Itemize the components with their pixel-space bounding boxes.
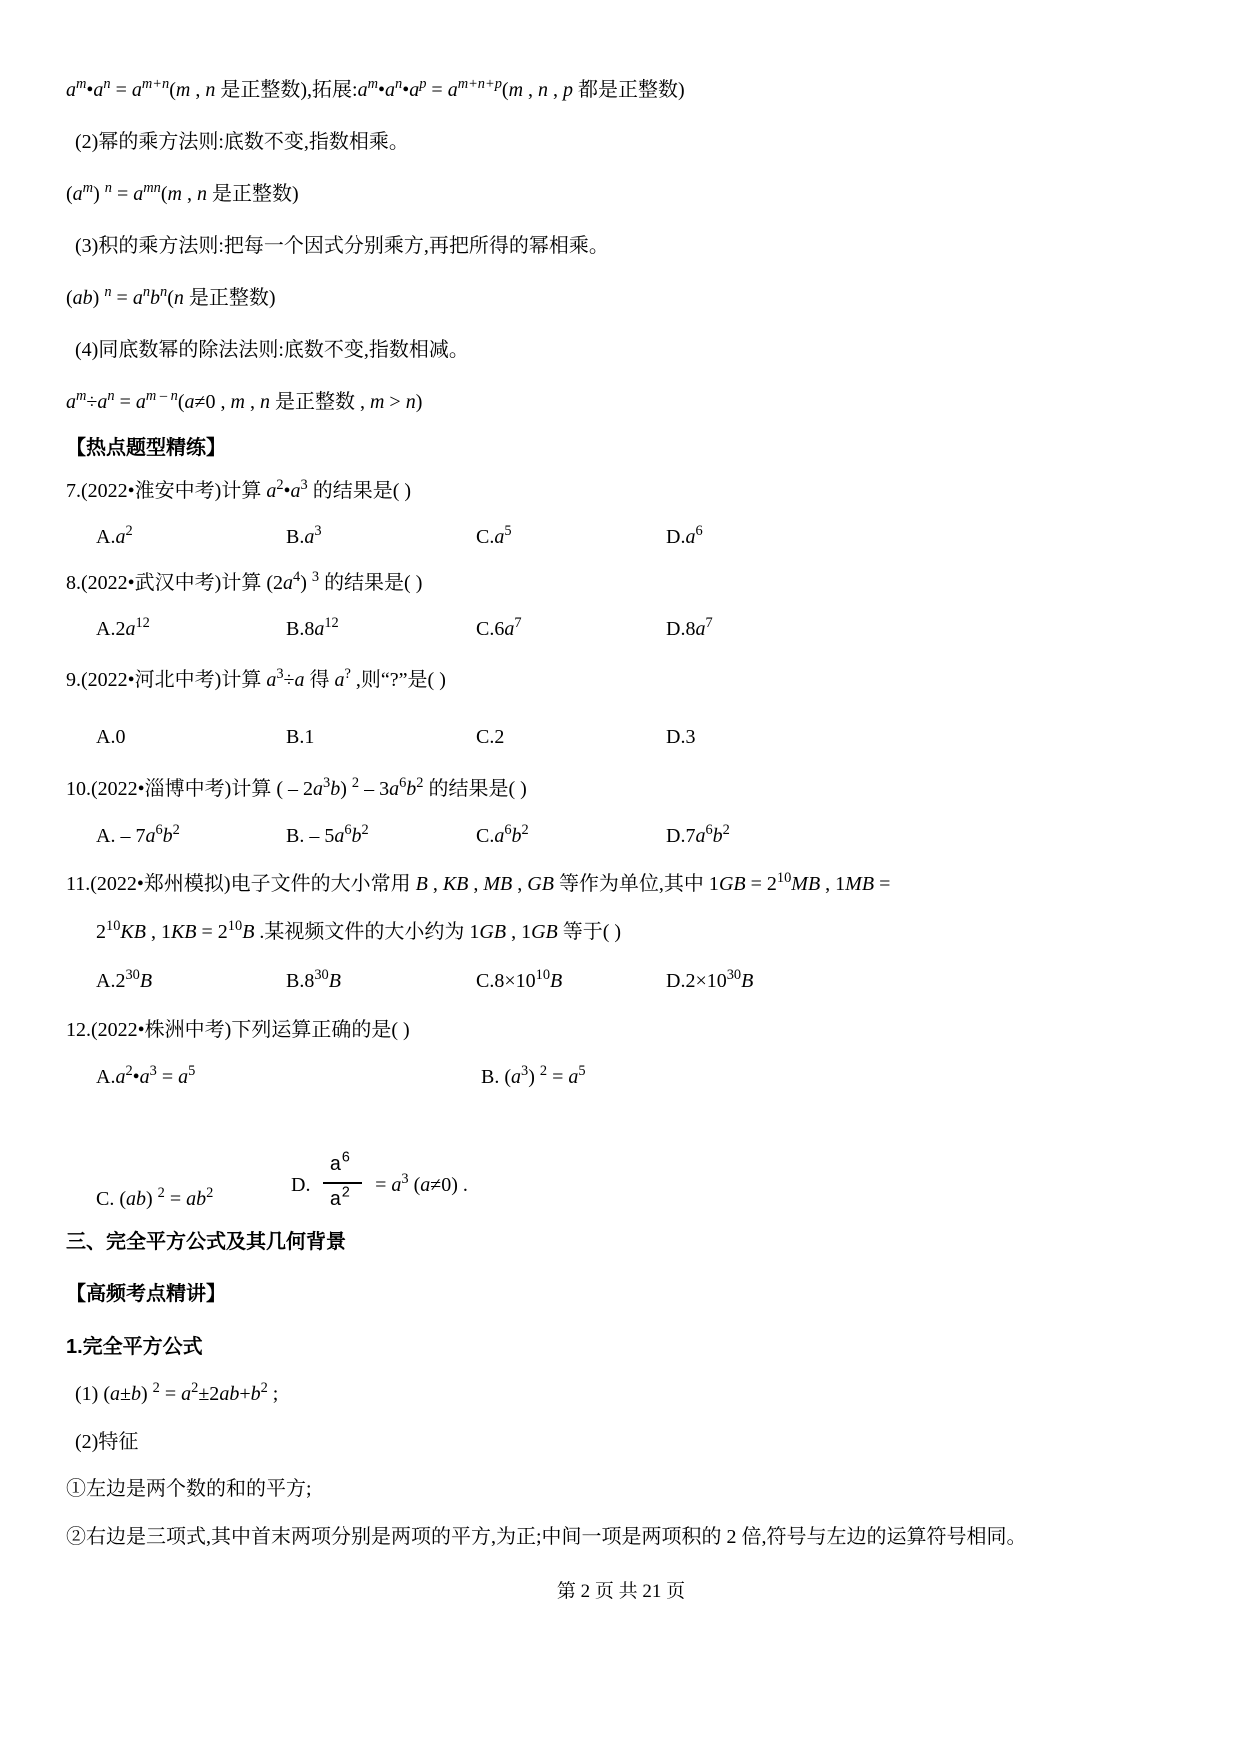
question-11-stem-line-1: 11.(2022•郑州模拟)电子文件的大小常用 B , KB , MB , GB 等作为单位,其中 $1GB = 2^{10}MB$ , 1MB = — [66, 870, 891, 895]
question-11-option-a: $A.2^{30}B$ — [96, 967, 153, 992]
fraction-denominator: $a^2$ — [329, 1185, 351, 1212]
formula-power-of-a-product: (ab) $^n = a^nb^n(n$ 是正整数) — [66, 284, 276, 309]
fraction — [323, 1152, 362, 1212]
feature-item-1: ①左边是两个数的和的平方; — [66, 1478, 312, 1500]
question-8-option-c: $C.6a^7$ — [476, 615, 522, 640]
question-8-option-a: $A.2a^{12}$ — [96, 615, 150, 640]
question-7-stem: 7.(2022•淮安中考)计算 $a^2•a^3$ 的结果是( ) — [66, 477, 412, 502]
question-7-option-b: $B.a^3$ — [286, 523, 322, 548]
question-10-options — [66, 812, 1176, 860]
question-11-stem-line-2: $2^{10}KB$ , $1KB = 2^{10}B$ .某视频文件的大小约为 1GB , 1GB 等于( ) — [96, 918, 622, 943]
rule-power-of-a-product: (3)积的乘方法则:把每一个因式分别乘方,再把所得的幂相乘。 — [75, 235, 609, 257]
question-12-option-b: B. $(a^3) ^2 = a^5$ — [481, 1063, 586, 1088]
question-7-option-c: $C.a^5$ — [476, 523, 512, 548]
fraction-numerator: $a^6$ — [323, 1152, 362, 1184]
question-11-option-c: $C.8\times 10^{10}B$ — [476, 967, 563, 992]
hot-topics-heading: 【热点题型精练】 — [66, 437, 226, 459]
section-3-heading: 三、完全平方公式及其几何背景 — [66, 1231, 346, 1253]
rule-power-of-a-power: (2)幂的乘方法则:底数不变,指数相乘。 — [75, 131, 409, 153]
question-8-option-b: $B.8a^{12}$ — [286, 615, 339, 640]
question-9-stem: 9.(2022•河北中考)计算 $a^3\div a$ 得 a? ,则“?”是( ) — [66, 666, 446, 691]
question-12-options-row-2 — [66, 1100, 1176, 1220]
question-12-option-d — [291, 1152, 468, 1212]
formula-power-of-a-power: $(a^m) ^n = a^{mn}(m$ , n 是正整数) — [66, 180, 299, 205]
question-8-options — [66, 606, 1176, 652]
high-frequency-points-heading: 【高频考点精讲】 — [66, 1283, 226, 1305]
question-10-option-b: B. – $5a^6b^2$ — [286, 822, 369, 847]
rule-quotient-of-powers: (4)同底数幂的除法法则:底数不变,指数相减。 — [75, 339, 469, 361]
question-10-option-a: A. – $7a^6b^2$ — [96, 822, 180, 847]
question-9-option-c: C.2 — [476, 726, 505, 748]
question-10-option-d: $D.7a^6b^2$ — [666, 822, 730, 847]
question-11-options — [66, 956, 1176, 1006]
question-12-option-d-tail: = $a^3$ (a≠0) . — [375, 1171, 468, 1196]
question-10-stem: 10.(2022•淄博中考)计算 ( – $2a^3b$) $^2 - 3a^6b^2$ 的结果是( ) — [66, 775, 527, 800]
question-12-option-d-label: D. — [291, 1174, 311, 1196]
question-7-option-d: $D.a^6$ — [666, 523, 703, 548]
question-12-options-row-1 — [66, 1054, 1176, 1100]
question-9-option-a: A.0 — [96, 726, 126, 748]
question-12-option-c: C. (ab) $^2 = ab^2$ — [96, 1185, 214, 1210]
question-8-stem: 8.(2022•武汉中考)计算 $(2a^4)$ $^3$ 的结果是( ) — [66, 569, 423, 594]
question-12-stem: 12.(2022•株洲中考)下列运算正确的是( ) — [66, 1019, 410, 1041]
page-number: 第 2 页 共 21 页 — [556, 1581, 686, 1602]
question-11-option-b: $B.8^{30}B$ — [286, 967, 341, 992]
question-9-option-d: D.3 — [666, 726, 696, 748]
question-10-option-c: $C.a^6b^2$ — [476, 822, 529, 847]
question-7-option-a: $A.a^2$ — [96, 523, 133, 548]
question-11-option-d: $D.2\times 10^{30}B$ — [666, 967, 754, 992]
question-9-options — [66, 708, 1176, 766]
formula-product-of-powers: $a^m•a^n = a^{m+n}(m$ , n 是正整数),拓展$:a^m•a^n•a^p = a^{m+n+p}(m$ , n , p 都是正整数) — [66, 76, 685, 101]
formula-quotient-of-powers: $a^m\div a^n = a^{m - n}(a\ne 0$ , m , n 是正整数 , m > n) — [66, 388, 423, 413]
formula-perfect-square: (1) (a±b) $^2 = a^2\pm 2ab+b^2$ ; — [75, 1380, 279, 1405]
feature-label: (2)特征 — [75, 1431, 139, 1453]
question-8-option-d: $D.8a^7$ — [666, 615, 713, 640]
subsection-1-heading: 1.完全平方公式 — [66, 1336, 203, 1358]
question-9-option-b: B.1 — [286, 726, 315, 748]
question-12-option-a: $A.a^2•a^3 = a^5$ — [96, 1063, 196, 1088]
feature-item-2: ②右边是三项式,其中首末两项分别是两项的平方,为正;中间一项是两项积的 2 倍,符号与左边的运算符号相同。 — [66, 1526, 1027, 1548]
question-7-options — [66, 514, 1176, 560]
